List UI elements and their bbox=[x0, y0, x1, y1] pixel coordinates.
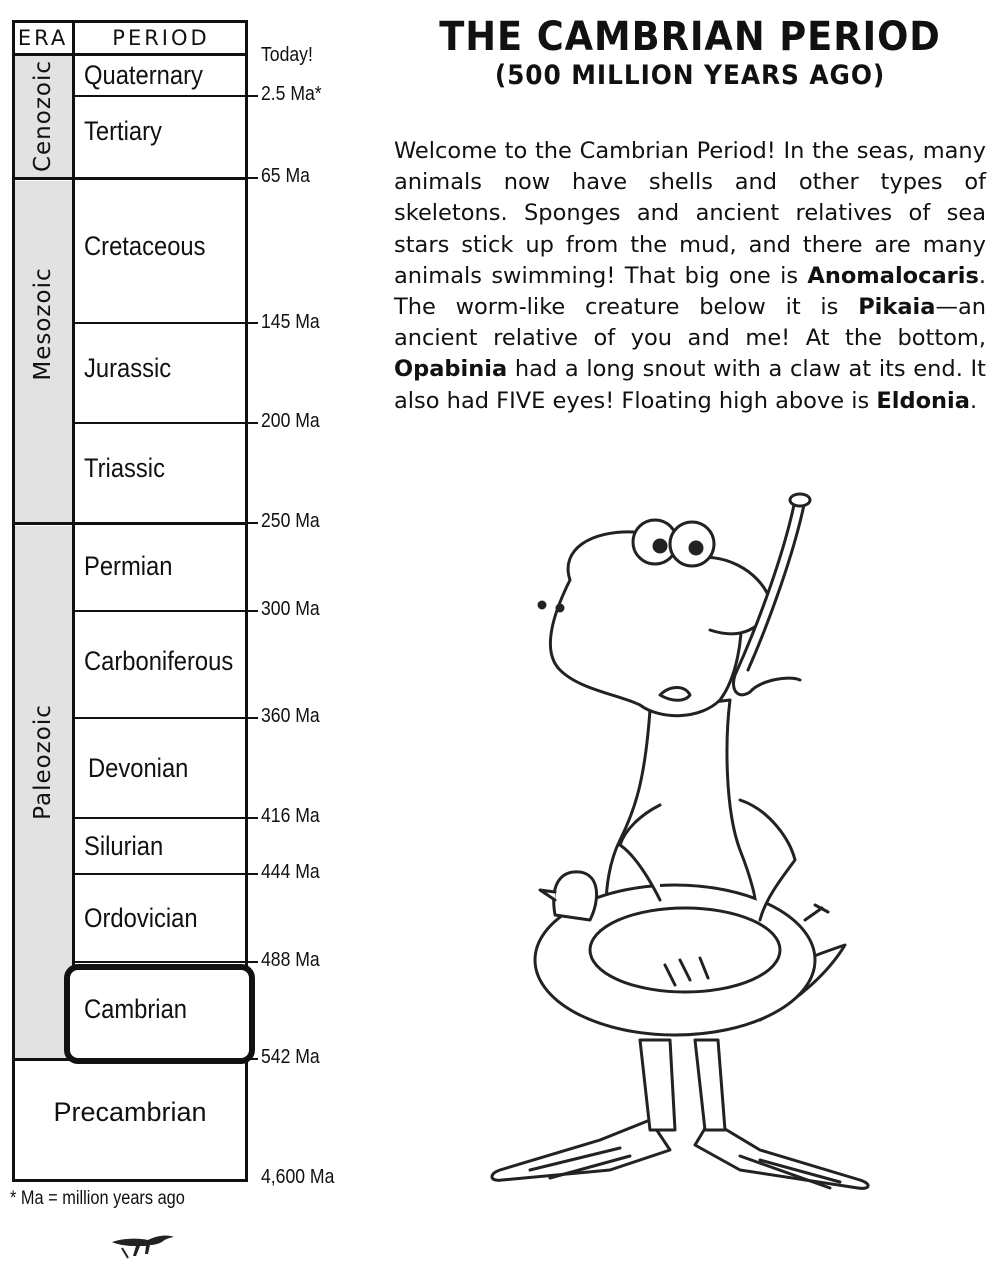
period-permian: Permian bbox=[84, 551, 173, 581]
small-dinosaur-logo-icon bbox=[108, 1228, 178, 1262]
period-quaternary: Quaternary bbox=[84, 60, 203, 90]
geologic-timeline bbox=[0, 0, 360, 1269]
period-cretaceous: Cretaceous bbox=[84, 231, 206, 261]
period-separator bbox=[74, 717, 248, 719]
period-silurian: Silurian bbox=[84, 831, 164, 861]
era-separator bbox=[12, 522, 248, 525]
age-tick bbox=[248, 873, 258, 875]
period-separator bbox=[74, 961, 248, 963]
age-tick bbox=[248, 322, 258, 324]
era-label-paleozoic: Paleozoic bbox=[30, 704, 56, 820]
period-precambrian: Precambrian bbox=[53, 1097, 207, 1127]
period-separator bbox=[74, 95, 248, 97]
age-label-542: 542 Ma bbox=[261, 1046, 320, 1068]
paragraph-text: . The worm-like creature below it is bbox=[394, 262, 986, 321]
footnote: * Ma = million years ago bbox=[10, 1188, 185, 1209]
age-label-488: 488 Ma bbox=[261, 949, 320, 971]
age-label-2-5: 2.5 Ma* bbox=[261, 83, 322, 105]
page-subtitle: (500 MILLION YEARS AGO) bbox=[494, 60, 886, 91]
column-divider bbox=[72, 20, 75, 1060]
period-tertiary: Tertiary bbox=[84, 116, 162, 146]
period-ordovician: Ordovician bbox=[84, 903, 198, 933]
age-tick bbox=[248, 177, 258, 179]
period-carboniferous: Carboniferous bbox=[84, 646, 234, 676]
period-devonian: Devonian bbox=[88, 753, 189, 783]
paragraph-text: . bbox=[969, 387, 978, 414]
age-label-4600: 4,600 Ma bbox=[261, 1166, 335, 1188]
period-cambrian: Cambrian bbox=[84, 994, 188, 1024]
period-separator bbox=[74, 322, 248, 324]
age-tick bbox=[248, 817, 258, 819]
era-label-mesozoic: Mesozoic bbox=[30, 267, 56, 381]
page-title: THE CAMBRIAN PERIOD bbox=[439, 14, 941, 60]
age-tick bbox=[248, 95, 258, 97]
age-label-416: 416 Ma bbox=[261, 805, 320, 827]
period-separator bbox=[74, 610, 248, 612]
age-tick bbox=[248, 1058, 258, 1060]
period-separator bbox=[74, 422, 248, 424]
dinosaur-snorkel-illustration-icon bbox=[460, 480, 880, 1190]
age-label-444: 444 Ma bbox=[261, 861, 320, 883]
term-pikaia: Pikaia bbox=[858, 294, 936, 321]
period-jurassic: Jurassic bbox=[84, 353, 172, 383]
paragraph-text: Welcome to the Cambrian Period! In the seas, many animals now have shells and other types of skeletons. Sponges and ancient relatives of sea stars stick up from the mud, and there are many animals swimming! That big one is bbox=[394, 138, 986, 289]
age-label-200: 200 Ma bbox=[261, 410, 320, 432]
age-label-300: 300 Ma bbox=[261, 598, 320, 620]
term-anomalocaris: Anomalocaris bbox=[807, 262, 979, 289]
age-tick bbox=[248, 422, 258, 424]
intro-paragraph bbox=[394, 136, 986, 417]
age-tick bbox=[248, 961, 258, 963]
term-eldonia: Eldonia bbox=[876, 387, 970, 414]
period-triassic: Triassic bbox=[84, 453, 165, 483]
era-label-cenozoic: Cenozoic bbox=[30, 59, 56, 173]
age-label-65: 65 Ma bbox=[261, 165, 310, 187]
era-header: ERA bbox=[12, 20, 74, 56]
period-separator bbox=[74, 817, 248, 819]
age-tick bbox=[248, 522, 258, 524]
period-header: PERIOD bbox=[74, 20, 248, 56]
age-label-145: 145 Ma bbox=[261, 311, 320, 333]
paragraph-text: —an ancient relative of you and me! At the bottom, bbox=[394, 294, 986, 352]
age-label-250: 250 Ma bbox=[261, 510, 320, 532]
period-separator bbox=[74, 873, 248, 875]
age-tick bbox=[248, 610, 258, 612]
age-label-today: Today! bbox=[261, 44, 313, 66]
paragraph-text: had a long snout with a claw at its end. It also had FIVE eyes! Floating high above is bbox=[394, 356, 986, 414]
age-label-360: 360 Ma bbox=[261, 705, 320, 727]
era-separator bbox=[12, 177, 248, 180]
term-opabinia: Opabinia bbox=[394, 356, 508, 383]
age-tick bbox=[248, 717, 258, 719]
